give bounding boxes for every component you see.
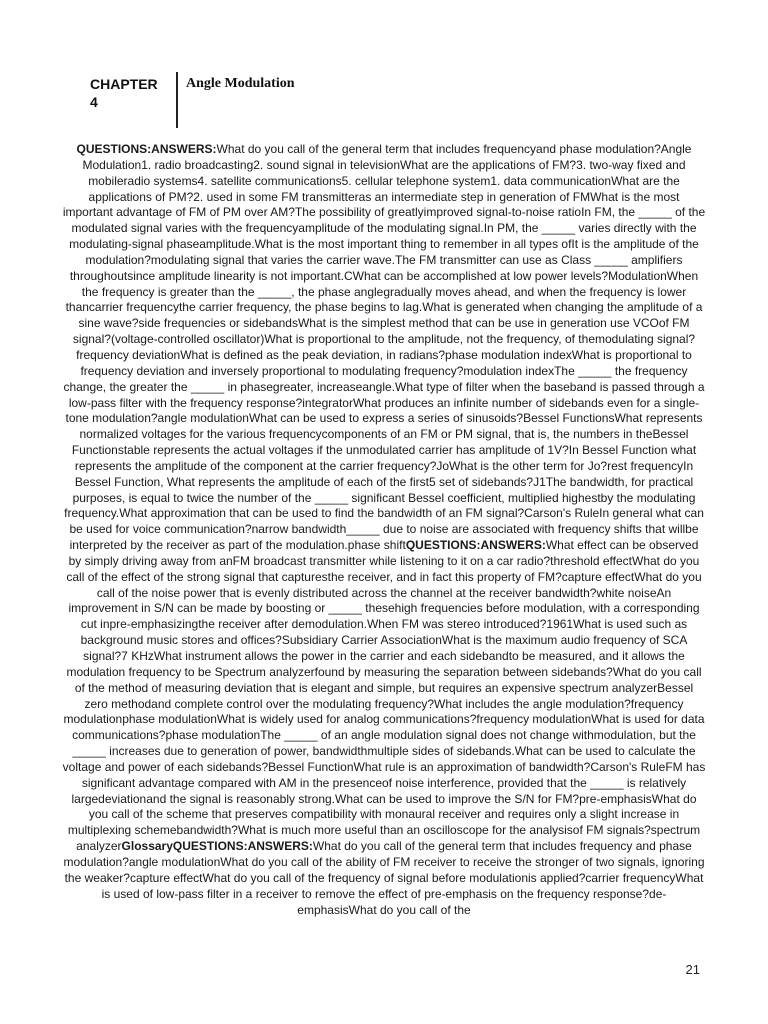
body-text	[62, 142, 706, 918]
body-paragraph: What do you call of the general term that includes frequencyand phase modulation?Angle Modulation1. radio broadcasting2. sound signal in televisionWhat are the applications of FM?3. two-way fixed and mobileradio systems4. satellite communications5. cellular telephone system1. data communicationWhat are the applications of PM?2. used in some FM transmitteras an intermediate step in generation of FMWhat is the most important advantage of FM of PM over AM?The possibility of greatlyimproved signal-to-noise ratioIn FM, the _____ of the modulated signal varies with the frequencyamplitude of the modulating signal.In PM, the _____ varies directly with the modulating-signal phaseamplitude.What is the most important thing to remember in all types ofIt is the amplitude of the modulation?modulating signal that varies the carrier wave.The FM transmitter can use as Class _____ amplifiers throughoutsince amplitude linearity is not important.CWhat can be accomplished at low power levels?ModulationWhen the frequency is greater than the _____, the phase anglegradually moves ahead, and when the frequency is lower thancarrier frequencythe carrier frequency, the phase begins to lag.What is generated when changing the amplitude of a sine wave?side frequencies or sidebandsWhat is the simplest method that can be use in generation use VCOof FM signal?(voltage-controlled oscillator)What is proportional to the amplitude, not the frequency, of themodulating signal?frequency deviationWhat is defined as the peak deviation, in radians?phase modulation indexWhat is proportional to frequency deviation and inversely proportional to modulating frequency?modulation indexThe _____ the frequency change, the greater the _____ in phasegreater, increaseangle.What type of filter when the baseband is passed through a low-pass filter with the frequency response?integratorWhat produces an infinite number of sidebands even for a single-tone modulation?angle modulationWhat can be used to express a series of sinusoids?Bessel FunctionsWhat represents normalized voltages for the various frequencycomponents of an FM or PM signal, that is, the numbers in theBessel Functionstable represents the actual voltages if the unmodulated carrier has amplitude of 1V?In Bessel Function what represents the amplitude of the component at the carrier frequency?JoWhat is the other term for Jo?rest frequencyIn Bessel Function, What represents the amplitude of each of the first5 set of sidebands?J1The bandwidth, for practical purposes, is equal to twice the number of the _____ significant Bessel coefficient, multiplied highestby the modulating frequency.What approximation that can be used to find the bandwidth of an FM signal?Carson's RuleIn general what can be used for voice communication?narrow bandwidth_____ due to noise are associated with frequency shifts that willbe interpreted by the receiver as part of the modulation.phase shift	[62, 142, 706, 553]
chapter-header	[90, 72, 330, 130]
section-heading: GlossaryQUESTIONS:ANSWERS:	[121, 839, 313, 854]
page-number: 21	[685, 962, 700, 977]
body-paragraph: What effect can be observed by simply driving away from anFM broadcast transmitter while listening to it on a car radio?threshold effectWhat do you call of the effect of the strong signal that capturesthe receiver, and in fact this property of FM?capture effectWhat do you call of the noise power that is evenly distributed across the channel at the receiver bandwidth?white noiseAn improvement in S/N can be made by boosting or _____ thesehigh frequencies before modulation, with a corresponding cut inpre-emphasizingthe receiver after demodulation.When FM was stereo introduced?1961What is used such as background music stores and offices?Subsidiary Carrier AssociationWhat is the maximum audio frequency of SCA signal?7 KHzWhat instrument allows the power in the carrier and each sidebandto be measured, and it allows the modulation frequency to be Spectrum analyzerfound by measuring the separation between sidebands?What do you call of the method of measuring deviation that is elegant and simple, but requires an expensive spectrum analyzerBessel zero methodand complete control over the modulating frequency?What includes the angle modulation?frequency modulationphase modulationWhat is widely used for analog communications?frequency modulationWhat is used for data communications?phase modulationThe _____ of an angle modulation signal does not change withmodulation, but the _____ increases due to generation of power, bandwidthmultiple sides of sidebands.What can be used to calculate the voltage and power of each sidebands?Bessel FunctionWhat rule is an approximation of bandwidth?Carson's RuleFM has significant advantage compared with AM in the presenceof noise interference, provided that the _____ is relatively largedeviationand the signal is reasonably strong.What can be used to improve the S/N for FM?pre-emphasisWhat do you call of the scheme that preserves compatibility with monaural receiver and requires only a slight increase in multiplexing schemebandwidth?What is much more useful than an oscilloscope for the analysisof FM signals?spectrum analyzer	[62, 538, 706, 854]
chapter-label: CHAPTER 4	[90, 76, 158, 110]
header-divider	[176, 72, 178, 128]
section-heading: QUESTIONS:ANSWERS:	[405, 538, 546, 553]
body-paragraph: What do you call of the general term that includes frequency and phase modulation?angle modulationWhat do you call of the ability of FM receiver to receive the stronger of two signals, ignoring the weaker?capture effectWhat do you call of the frequency of signal before modulationis applied?carrier frequencyWhat is used of low-pass filter in a receiver to remove the effect of pre-emphasis on the frequency response?de-emphasisWhat do you call of the	[63, 839, 705, 917]
chapter-title: Angle Modulation	[186, 76, 295, 91]
section-heading: QUESTIONS:ANSWERS:	[76, 142, 217, 156]
